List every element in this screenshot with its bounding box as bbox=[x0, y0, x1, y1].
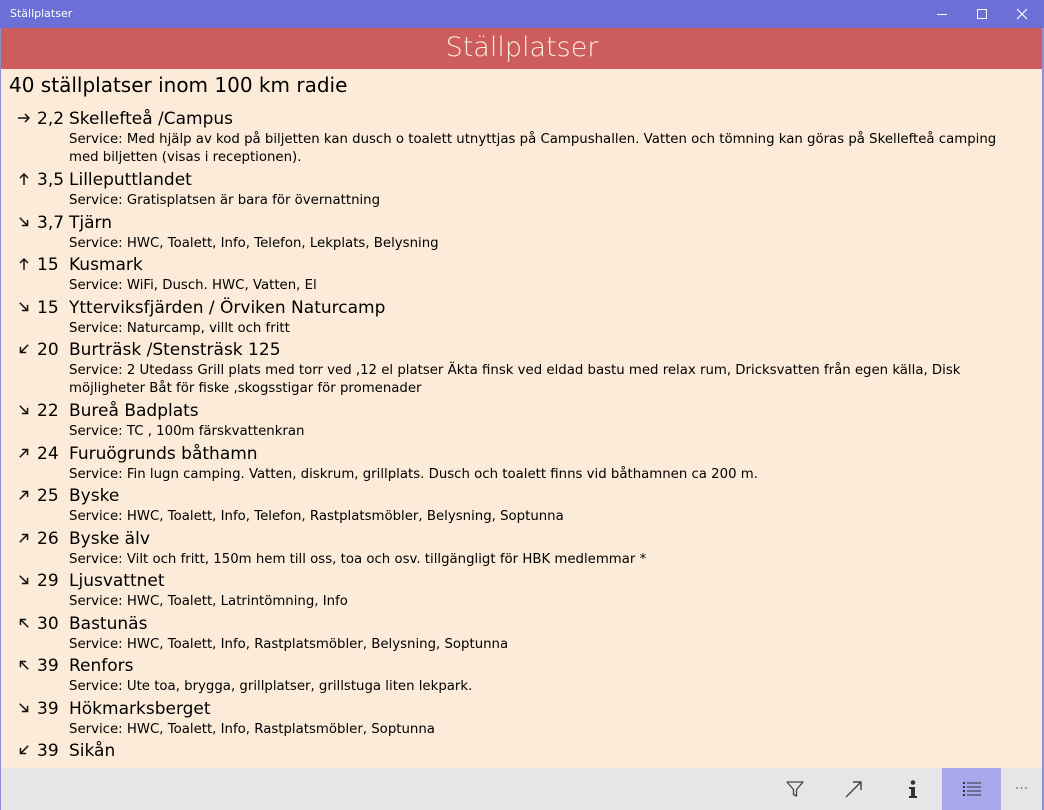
distance-label: 3,7 bbox=[37, 212, 65, 233]
campsite-name: Skellefteå /Campus bbox=[69, 109, 234, 129]
campsite-service: Service: Vilt och fritt, 150m hem till oss, toa och osv. tillgängligt för HBK medlemmar * bbox=[69, 551, 647, 567]
campsite-service: Service: HWC, Toalett, Info, Telefon, Lekplats, Belysning bbox=[69, 235, 439, 251]
campsite-service: Service: Naturcamp, villt och fritt bbox=[69, 320, 290, 336]
campsite-name: Ljusvattnet bbox=[69, 571, 165, 591]
list-item[interactable] bbox=[0, 526, 1042, 569]
distance-label: 39 bbox=[37, 656, 59, 676]
results-summary: 40 ställplatser inom 100 km radie bbox=[9, 73, 348, 97]
list-item[interactable] bbox=[0, 167, 1042, 210]
list-item[interactable] bbox=[0, 696, 1042, 739]
campsite-name: Burträsk /Stensträsk 125 bbox=[69, 340, 281, 360]
campsite-service: Service: WiFi, Dusch. HWC, Vatten, El bbox=[69, 278, 317, 293]
list-item[interactable] bbox=[0, 738, 1042, 768]
campsite-name: Kusmark bbox=[69, 255, 143, 275]
maximize-button[interactable] bbox=[962, 0, 1002, 28]
close-button[interactable] bbox=[1002, 0, 1042, 28]
arrow-up-right-icon bbox=[17, 446, 31, 460]
campsite-name: Sikån bbox=[69, 741, 116, 761]
distance-label: 26 bbox=[37, 528, 59, 549]
window-left-border bbox=[0, 28, 1, 810]
distance-label: 30 bbox=[37, 613, 59, 634]
arrow-down-right-icon bbox=[17, 701, 31, 715]
arrow-down-right-icon bbox=[17, 215, 31, 229]
list-item[interactable] bbox=[0, 441, 1042, 484]
campsite-name: Furuögrunds båthamn bbox=[69, 443, 258, 464]
campsite-name: Bastunäs bbox=[69, 613, 148, 634]
list-item[interactable] bbox=[0, 653, 1042, 696]
list-item[interactable] bbox=[0, 337, 1042, 398]
command-bar bbox=[0, 768, 1042, 810]
arrow-up-icon bbox=[17, 172, 31, 186]
arrow-right-icon bbox=[17, 111, 31, 125]
distance-label: 2,2 bbox=[37, 109, 65, 129]
campsite-service: Service: HWC, Toalett, Info, Telefon, Rastplatsmöbler, Belysning, Soptunna bbox=[69, 509, 564, 524]
list-view-button[interactable] bbox=[942, 768, 1001, 810]
campsite-service: Service: TC , 100m färskvattenkran bbox=[69, 424, 305, 439]
close-icon bbox=[1016, 8, 1028, 20]
distance-label: 24 bbox=[37, 443, 59, 464]
campsite-service: Service: Med hjälp av kod på biljetten kan dusch o toalett utnyttjas på Campushallen. Vatten och tömning kan göras på Skellefteå camping med biljetten (visas i receptionen). bbox=[69, 132, 997, 165]
window-title: Ställplatser bbox=[10, 7, 73, 20]
distance-label: 20 bbox=[37, 340, 59, 360]
campsite-list[interactable] bbox=[0, 106, 1042, 768]
app-header-title: Ställplatser bbox=[0, 28, 1044, 69]
campsite-name: Ytterviksfjärden / Örviken Naturcamp bbox=[69, 297, 386, 318]
arrow-down-right-icon bbox=[17, 300, 31, 314]
campsite-service: Service: Ute toa, brygga, grillplatser, grillstuga liten lekpark. bbox=[69, 679, 473, 694]
distance-label: 3,5 bbox=[37, 170, 65, 190]
info-button[interactable] bbox=[883, 768, 942, 810]
distance-label: 29 bbox=[37, 571, 59, 591]
navigate-icon bbox=[844, 779, 864, 799]
list-item[interactable] bbox=[0, 106, 1042, 167]
list-icon bbox=[962, 781, 982, 797]
campsite-service: Service: HWC, Toalett, Latrintömning, Info bbox=[69, 594, 348, 609]
distance-label: 25 bbox=[37, 486, 59, 506]
list-item[interactable] bbox=[0, 210, 1042, 253]
arrow-down-left-icon bbox=[17, 342, 31, 356]
list-item[interactable] bbox=[0, 483, 1042, 526]
list-item[interactable] bbox=[0, 295, 1042, 338]
campsite-service: Service: 2 Utedass Grill plats med torr ved ,12 el platser Äkta finsk ved eldad bastu med relax rum, Dricksvatten från egen källa, Disk möjligheter Båt för fiske ,skogsstigar för promenader bbox=[69, 363, 961, 396]
info-icon bbox=[905, 779, 921, 799]
arrow-down-left-icon bbox=[17, 743, 31, 757]
more-button[interactable] bbox=[1001, 768, 1042, 810]
campsite-service: Service: HWC, Toalett, Info, Rastplatsmöbler, Belysning, Soptunna bbox=[69, 636, 509, 652]
distance-label: 15 bbox=[37, 297, 59, 318]
filter-icon bbox=[785, 779, 805, 799]
campsite-name: Lilleputtlandet bbox=[69, 170, 192, 190]
arrow-up-icon bbox=[17, 257, 31, 271]
campsite-service: Service: Gratisplatsen är bara för övernattning bbox=[69, 193, 381, 208]
more-icon: ··· bbox=[1014, 781, 1029, 797]
navigate-button[interactable] bbox=[824, 768, 883, 810]
distance-label: 39 bbox=[37, 698, 59, 719]
arrow-down-right-icon bbox=[17, 573, 31, 587]
campsite-name: Hökmarksberget bbox=[69, 698, 211, 719]
campsite-name: Renfors bbox=[69, 656, 134, 676]
list-item[interactable] bbox=[0, 252, 1042, 295]
distance-label: 15 bbox=[37, 255, 59, 275]
arrow-up-left-icon bbox=[17, 616, 31, 630]
minimize-icon bbox=[937, 14, 947, 15]
window-titlebar bbox=[0, 0, 1044, 28]
arrow-up-right-icon bbox=[17, 531, 31, 545]
campsite-name: Byske älv bbox=[69, 528, 150, 549]
arrow-up-left-icon bbox=[17, 658, 31, 672]
distance-label: 39 bbox=[37, 741, 59, 761]
distance-label: 22 bbox=[37, 401, 59, 421]
campsite-service: Service: HWC, Toalett, Info, Rastplatsmöbler, Soptunna bbox=[69, 721, 435, 737]
arrow-down-right-icon bbox=[17, 403, 31, 417]
campsite-service: Service: Fin lugn camping. Vatten, diskrum, grillplats. Dusch och toalett finns vid båthamnen ca 200 m. bbox=[69, 466, 758, 482]
campsite-name: Byske bbox=[69, 486, 120, 506]
list-item[interactable] bbox=[0, 611, 1042, 654]
list-item[interactable] bbox=[0, 568, 1042, 611]
filter-button[interactable] bbox=[765, 768, 824, 810]
minimize-button[interactable] bbox=[922, 0, 962, 28]
campsite-name: Tjärn bbox=[69, 212, 112, 233]
list-item[interactable] bbox=[0, 398, 1042, 441]
campsite-name: Bureå Badplats bbox=[69, 401, 199, 421]
maximize-icon bbox=[977, 9, 987, 19]
arrow-up-right-icon bbox=[17, 488, 31, 502]
